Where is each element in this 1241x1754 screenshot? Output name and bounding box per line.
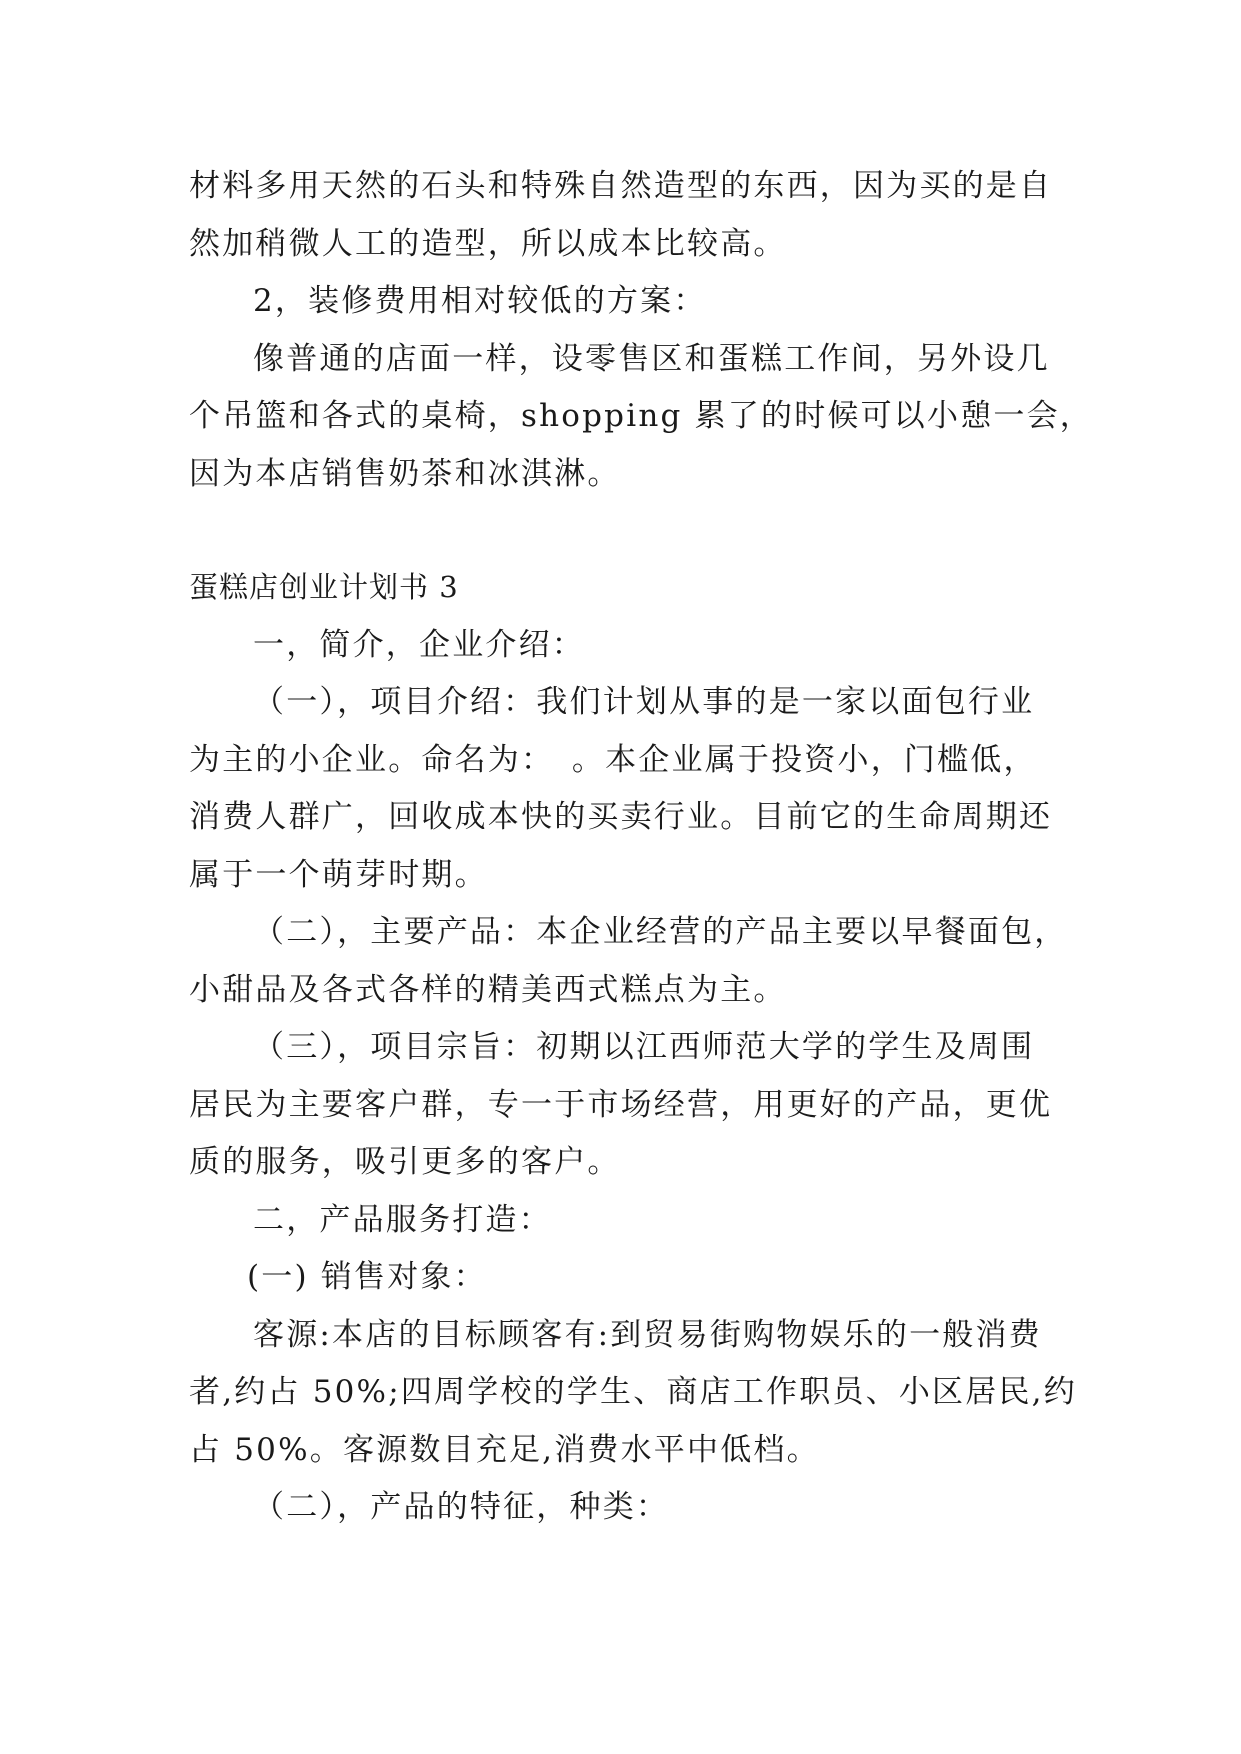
subsection-heading: （二），产品的特征，种类： xyxy=(253,1489,670,1525)
paragraph-line: 客源:本店的目标顾客有:到贸易街购物娱乐的一般消费 xyxy=(253,1316,1042,1353)
paragraph-line: 2，装修费用相对较低的方案： xyxy=(253,283,707,319)
section-title: 蛋糕店创业计划书 3 xyxy=(189,570,459,604)
paragraph-line: 属于一个萌芽时期。 xyxy=(189,856,488,893)
document-body xyxy=(189,158,1094,1537)
paragraph-line: 因为本店销售奶茶和冰淇淋。 xyxy=(189,455,621,492)
paragraph-line: 个吊篮和各式的桌椅，shopping 累了的时候可以小憩一会， xyxy=(189,398,1094,434)
paragraph-line: 然加稍微人工的造型，所以成本比较高。 xyxy=(189,225,787,262)
paragraph-line: （一），项目介绍：我们计划从事的是一家以面包行业 xyxy=(253,684,1035,720)
paragraph-line: （二），主要产品：本企业经营的产品主要以早餐面包， xyxy=(253,914,1068,950)
paragraph-line: 占 50%。客源数目充足,消费水平中低档。 xyxy=(189,1431,820,1468)
paragraph-line: 小甜品及各式各样的精美西式糕点为主。 xyxy=(189,971,787,1008)
subsection-heading: (一) 销售对象： xyxy=(247,1259,487,1295)
paragraph-line: （三），项目宗旨：初期以江西师范大学的学生及周围 xyxy=(253,1029,1035,1065)
subsection-heading: 一，简介，企业介绍： xyxy=(253,626,585,663)
paragraph-line: 材料多用天然的石头和特殊自然造型的东西，因为买的是自 xyxy=(189,168,1053,204)
paragraph-line: 像普通的店面一样，设零售区和蛋糕工作间，另外设几 xyxy=(253,340,1050,377)
paragraph-line: 消费人群广，回收成本快的买卖行业。目前它的生命周期还 xyxy=(189,799,1053,835)
paragraph-line: 者,约占 50%;四周学校的学生、商店工作职员、小区居民,约 xyxy=(189,1374,1077,1410)
subsection-heading: 二，产品服务打造： xyxy=(253,1201,552,1238)
paragraph-line: 居民为主要客户群，专一于市场经营，用更好的产品，更优 xyxy=(189,1086,1053,1123)
paragraph-line: 质的服务，吸引更多的客户。 xyxy=(189,1144,621,1180)
paragraph-line: 为主的小企业。命名为： 。本企业属于投资小，门槛低， xyxy=(189,741,1037,778)
section-gap xyxy=(189,503,1059,559)
